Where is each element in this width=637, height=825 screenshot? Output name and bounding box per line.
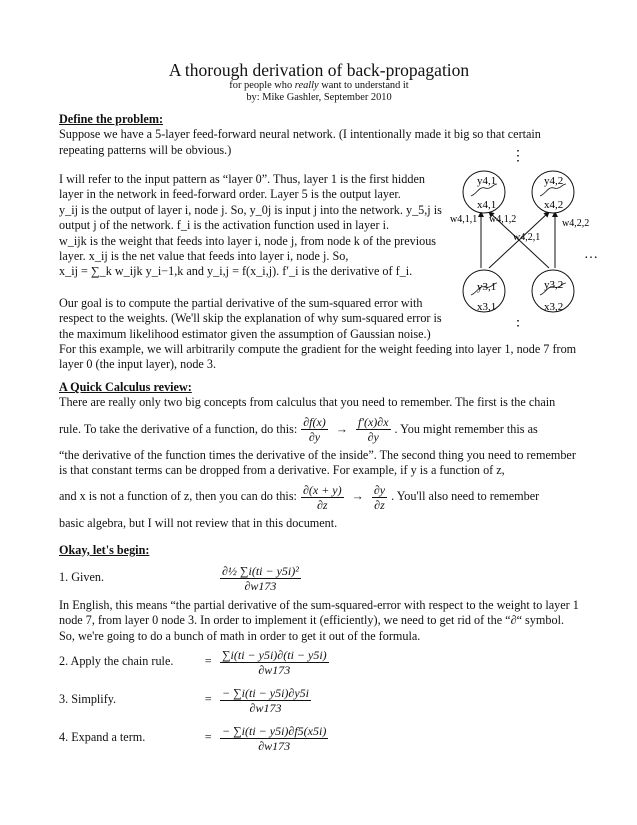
chain-rule-rhs-num: f′(x)∂x	[357, 414, 389, 429]
define-goal	[59, 296, 455, 342]
step-3-label: 3. Simplify.	[59, 692, 117, 707]
node-4-1-x: x4,1	[477, 199, 497, 211]
chain-rule-line	[59, 415, 579, 444]
calculus-p4b: . You'll also need to remember	[391, 489, 540, 504]
chain-rule-arrow: →	[335, 421, 348, 436]
calculus-p2b: . You might remember this as	[394, 421, 538, 436]
define-intro: Suppose we have a 5-layer feed-forward neural network. (I intentionally made it big so that certain repeating patterns will be obvious.)	[59, 127, 541, 157]
network-diagram	[449, 150, 609, 330]
node-3-2	[532, 270, 574, 313]
step-1-equation	[204, 564, 305, 593]
step-1-label: 1. Given.	[59, 570, 105, 585]
weight-label-422: w4,2,2	[562, 218, 590, 229]
node-4-2	[532, 171, 574, 213]
vertical-ellipsis-top: ⋮	[511, 150, 525, 164]
document-subtitle	[59, 80, 579, 92]
node-3-1	[463, 270, 505, 313]
step-3-den: ∂w173	[249, 700, 282, 715]
step-2-label: 2. Apply the chain rule.	[59, 654, 174, 669]
step-1	[59, 561, 579, 595]
node-4-1-y: y4,1	[477, 175, 497, 187]
define-p1: I will refer to the input pattern as “layer 0”. Thus, layer 1 is the first hidden layer in the network in feed-forward order. Layer 5 is the output layer.	[59, 172, 425, 202]
define-p4: x_ij = ∑_k w_ijk y_i−1,k and y_i,j = f(x_i,j). f′_i is the derivative of f_i.	[59, 264, 413, 279]
calculus-p3: “the derivative of the function times the derivative of the inside”. The second thing you need to remember is that constant terms can be dropped from a derivative. For example, if y is a function of z,	[59, 447, 576, 478]
step-4-equation	[204, 724, 332, 753]
subtitle-emphasis: really	[294, 80, 319, 91]
step-2-den: ∂w173	[258, 662, 291, 677]
constant-rule-line	[59, 483, 579, 512]
step-3-num: − ∑i(ti − y5i)∂y5i	[222, 685, 309, 700]
step-3-equation	[204, 686, 315, 715]
weight-label-412: w4,1,2	[489, 214, 517, 225]
begin-heading-block	[59, 543, 579, 558]
step-4	[59, 721, 579, 755]
define-heading: Define the problem:	[59, 112, 164, 126]
chain-rule-rhs-den: ∂y	[367, 429, 379, 444]
step-2-num: ∑i(ti − y5i)∂(ti − y5i)	[222, 647, 327, 662]
weight-label-421: w4,2,1	[513, 232, 541, 243]
node-3-2-y: y3,2	[544, 279, 564, 291]
begin-heading: Okay, let's begin:	[59, 543, 150, 557]
calculus-p4a: and x is not a function of z, then you can do this:	[59, 489, 297, 504]
step-2-equation	[204, 648, 333, 677]
step-3	[59, 683, 579, 717]
node-4-2-y: y4,2	[544, 175, 564, 187]
constant-rule-rhs-den: ∂z	[374, 497, 385, 512]
step-4-num: − ∑i(ti − y5i)∂f5(x5i)	[222, 723, 327, 738]
step-4-prefix: =	[204, 730, 213, 745]
node-4-1	[463, 171, 505, 213]
calculus-section	[59, 380, 579, 531]
node-4-2-x: x4,2	[544, 199, 564, 211]
step-4-label: 4. Expand a term.	[59, 730, 146, 745]
step-3-frac	[220, 686, 311, 715]
constant-rule-rhs-num: ∂y	[373, 482, 386, 497]
calculus-p5: basic algebra, but I will not review that in this document.	[59, 515, 338, 530]
calculus-p1: There are really only two big concepts from calculus that you need to remember. The first is the chain	[59, 395, 556, 410]
define-notation	[59, 172, 451, 280]
vertical-ellipsis-bottom: ⋮	[511, 319, 525, 330]
constant-rule-lhs-den: ∂z	[316, 497, 328, 512]
calculus-heading: A Quick Calculus review:	[59, 380, 192, 394]
constant-rule-lhs-num: ∂(x + y)	[302, 482, 342, 497]
subtitle-post: want to understand it	[318, 80, 409, 91]
step-2-prefix: =	[204, 654, 213, 669]
step-2-frac	[220, 648, 329, 677]
step-4-frac	[220, 724, 328, 753]
chain-rule-lhs-num: ∂f(x)	[303, 414, 326, 429]
begin-english-text: In English, this means “the partial derivative of the sum-squared-error with respect to the weight to layer 1 node 7, from layer 0 node 3. In order to implement it (efficiently), we need to get rid of the “∂“ symbol. So, we're going to do a bunch of math in order to get it out of the formula.	[59, 598, 579, 643]
document-title: A thorough derivation of back-propagation	[168, 60, 470, 80]
step-2	[59, 645, 579, 679]
chain-rule-lhs-den: ∂y	[308, 429, 321, 444]
chain-rule-lhs	[301, 415, 328, 444]
step-3-prefix: =	[204, 692, 213, 707]
define-p3: w_ijk is the weight that feeds into layer i, node j, from node k of the previous layer. x_ij is the net value that feeds into layer i, node j. So,	[59, 233, 437, 264]
constant-rule-arrow: →	[351, 489, 364, 504]
step-1-num: ∂½ ∑i(ti − y5i)²	[222, 563, 299, 578]
begin-english	[59, 598, 579, 644]
define-goal-text: Our goal is to compute the partial derivative of the sum-squared error with respect to the weights. (We'll skip the explanation of why sum-squared error is the maximum likelihood estimator given the assumption of Gaussian noise.)	[59, 296, 442, 341]
title-block	[59, 60, 579, 103]
constant-rule-lhs	[301, 483, 344, 512]
node-3-1-x: x3,1	[477, 301, 497, 313]
horizontal-ellipsis: …	[584, 247, 598, 262]
step-1-den: ∂w173	[244, 578, 277, 593]
node-3-2-x: x3,2	[544, 301, 564, 313]
calculus-p2a: rule. To take the derivative of a function, do this:	[59, 421, 298, 436]
document-byline: by: Mike Gashler, September 2010	[246, 91, 392, 103]
define-example-text: For this example, we will arbitrarily compute the gradient for the weight feeding into layer 1, node 7 from layer 0 (the input layer), node 3.	[59, 342, 577, 372]
define-example	[59, 342, 579, 373]
chain-rule-rhs	[356, 415, 391, 444]
node-3-1-y: y3,1	[477, 281, 497, 293]
constant-rule-rhs	[372, 483, 387, 512]
step-1-frac	[220, 564, 301, 593]
subtitle-pre: for people who	[229, 80, 295, 91]
define-p2: y_ij is the output of layer i, node j. So, y_0j is input j into the network. y_5,j is output j of the network. f_i is the activation function used in layer i.	[59, 202, 442, 233]
step-4-den: ∂w173	[258, 738, 291, 753]
weight-label-411: w4,1,1	[450, 214, 478, 225]
